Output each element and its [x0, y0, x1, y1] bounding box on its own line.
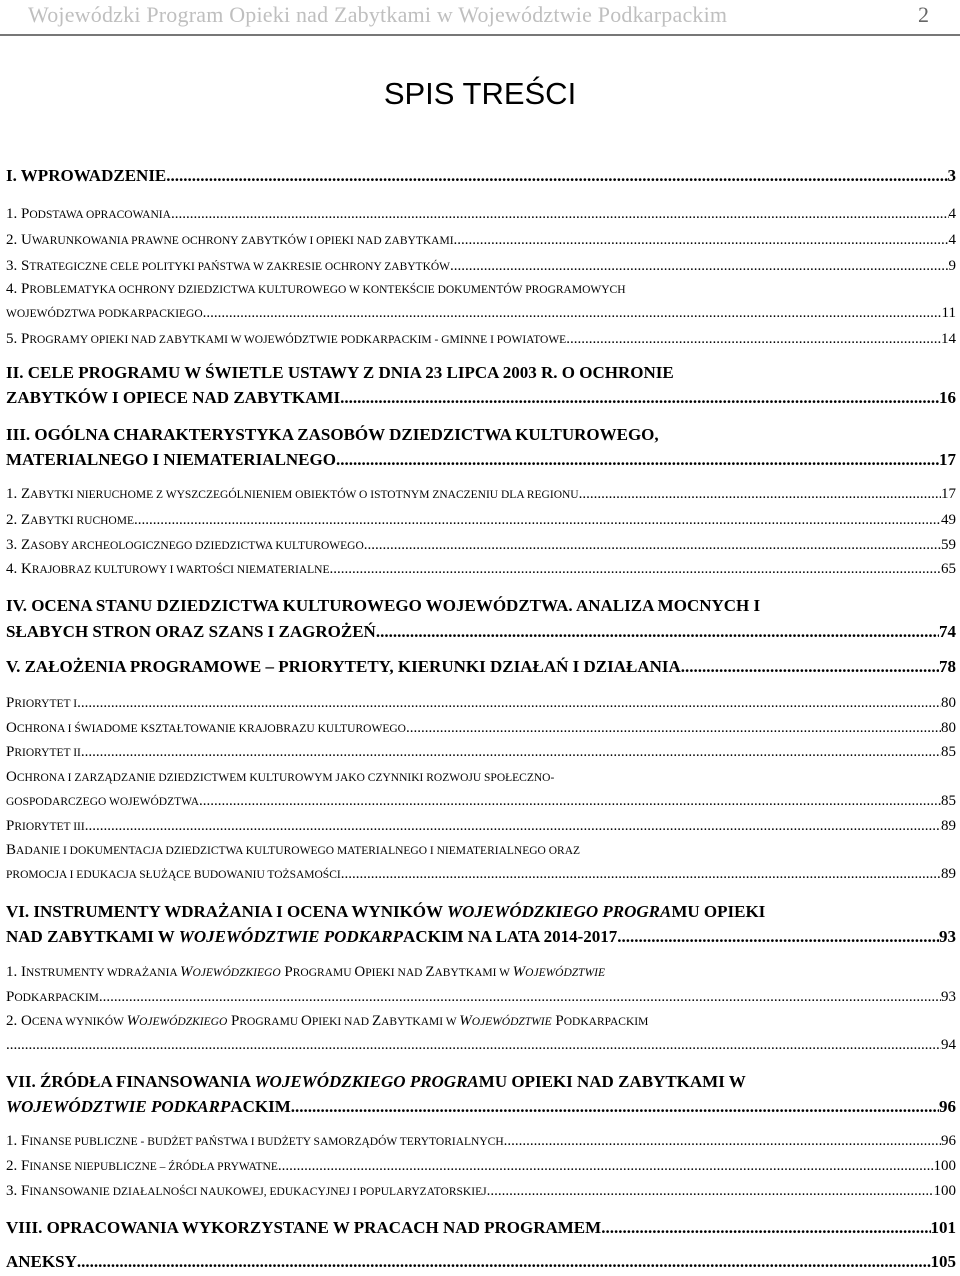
toc-entry-3-2[interactable]: 2. ZABYTKI RUCHOME ..... 49	[6, 509, 956, 531]
toc-entry-chapter-7[interactable]: WOJEWÓDZTWIE PODKARPACKIM ..... 96	[6, 1095, 956, 1119]
toc-entry-chapter-6-line1[interactable]: VI. INSTRUMENTY WDRAŻANIA I OCENA WYNIKÓW WOJEWÓDZKIEGO PROGRAMU OPIEKI	[6, 902, 766, 921]
toc-entry-6-2-line1[interactable]: 2. OCENA WYNIKÓW WOJEWÓDZKIEGO PROGRAMU OPIEKI NAD ZABYTKAMI W WOJEWÓDZTWIE PODKARPACKIM	[6, 1013, 649, 1029]
toc-entry-1-3[interactable]: 3. STRATEGICZNE CELE POLITYKI PAŃSTWA W ZAKRESIE OCHRONY ZABYTKÓW ..... 9	[6, 255, 956, 277]
running-header-title: Wojewódzki Program Opieki nad Zabytkami w Województwie Podkarpackim	[28, 2, 728, 27]
toc-entry-1-4[interactable]: WOJEWÓDZTWA PODKARPACKIEGO ..... 11	[6, 302, 956, 324]
toc-entry-priority-1[interactable]: PRIORYTET I ..... 80	[6, 692, 956, 714]
toc-entry-1-5[interactable]: 5. PROGRAMY OPIEKI NAD ZABYTKAMI W WOJEWÓDZTWIE PODKARPACKIM - GMINNE I POWIATOWE ..... 14	[6, 328, 956, 350]
toc-entry-7-1[interactable]: 1. FINANSE PUBLICZNE - BUDŻET PAŃSTWA I BUDŻETY SAMORZĄDÓW TERYTORIALNYCH ..... 96	[6, 1130, 956, 1152]
toc-entry-chapter-2-line1[interactable]: II. CELE PROGRAMU W ŚWIETLE USTAWY Z DNIA 23 LIPCA 2003 R. O OCHRONIE	[6, 363, 674, 382]
running-header-page-number: 2	[918, 2, 929, 27]
toc-entry-chapter-8[interactable]: VIII. OPRACOWANIA WYKORZYSTANE W PRACACH NAD PROGRAMEM ..... 101	[6, 1216, 956, 1240]
toc-entry-3-1[interactable]: 1. ZABYTKI NIERUCHOME Z WYSZCZEGÓLNIENIEM OBIEKTÓW O ISTOTNYM ZNACZENIU DLA REGIONU ..... 17	[6, 483, 956, 505]
toc-entry-chapter-2[interactable]: ZABYTKÓW I OPIECE NAD ZABYTKAMI ..... 16	[6, 386, 956, 410]
toc-entry-3-4[interactable]: 4. KRAJOBRAZ KULTUROWY I WARTOŚCI NIEMATERIALNE ..... 65	[6, 558, 956, 580]
toc-entry-1-1[interactable]: 1. PODSTAWA OPRACOWANIA ..... 4	[6, 203, 956, 225]
toc-entry-chapter-3[interactable]: MATERIALNEGO I NIEMATERIALNEGO ..... 17	[6, 448, 956, 472]
toc-entry-chapter-5[interactable]: V. ZAŁOŻENIA PROGRAMOWE – PRIORYTETY, KIERUNKI DZIAŁAŃ I DZIAŁANIA ..... 78	[6, 655, 956, 679]
toc-entry-priority-2-desc-line1[interactable]: OCHRONA I ZARZĄDZANIE DZIEDZICTWEM KULTUROWYM JAKO CZYNNIKI ROZWOJU SPOŁECZNO-	[6, 769, 555, 785]
header-divider	[0, 34, 960, 36]
toc-entry-chapter-1[interactable]: I. WPROWADZENIE ..... 3	[6, 164, 956, 188]
toc-entry-chapter-6[interactable]: NAD ZABYTKAMI W WOJEWÓDZTWIE PODKARPACKIM NA LATA 2014-2017 ..... 93	[6, 925, 956, 949]
page-title: SPIS TREŚCI	[383, 76, 577, 111]
toc-entry-7-3[interactable]: 3. FINANSOWANIE DZIAŁALNOŚCI NAUKOWEJ, EDUKACYJNEJ I POPULARYZATORSKIEJ ..... 100	[6, 1180, 956, 1202]
toc-entry-priority-2[interactable]: PRIORYTET II ..... 85	[6, 741, 956, 763]
toc-entry-chapter-4-line1[interactable]: IV. OCENA STANU DZIEDZICTWA KULTUROWEGO WOJEWÓDZTWA. ANALIZA MOCNYCH I	[6, 596, 761, 615]
toc-entry-annexes[interactable]: ANEKSY ..... 105	[6, 1250, 956, 1274]
toc-entry-priority-3[interactable]: PRIORYTET III ..... 89	[6, 815, 956, 837]
toc-entry-chapter-4[interactable]: SŁABYCH STRON ORAZ SZANS I ZAGROŻEŃ ..... 74	[6, 620, 956, 644]
toc-entry-priority-1-desc[interactable]: OCHRONA I ŚWIADOME KSZTAŁTOWANIE KRAJOBRAZU KULTUROWEGO ..... 80	[6, 717, 956, 739]
toc-entry-6-1[interactable]: PODKARPACKIM ..... 93	[6, 986, 956, 1008]
toc-entry-1-2[interactable]: 2. UWARUNKOWANIA PRAWNE OCHRONY ZABYTKÓW I OPIEKI NAD ZABYTKAMI ..... 4	[6, 229, 956, 251]
toc-entry-priority-3-desc-line1[interactable]: BADANIE I DOKUMENTACJA DZIEDZICTWA KULTUROWEGO MATERIALNEGO I NIEMATERIALNEGO ORAZ	[6, 842, 581, 858]
toc-entry-priority-2-desc[interactable]: GOSPODARCZEGO WOJEWÓDZTWA ..... 85	[6, 790, 956, 812]
toc-entry-3-3[interactable]: 3. ZASOBY ARCHEOLOGICZNEGO DZIEDZICTWA KULTUROWEGO ..... 59	[6, 534, 956, 556]
toc-entry-6-2[interactable]: ..... 94	[6, 1034, 956, 1056]
toc-entry-priority-3-desc[interactable]: PROMOCJA I EDUKACJA SŁUŻĄCE BUDOWANIU TOŻSAMOŚCI ..... 89	[6, 863, 956, 885]
toc-entry-chapter-3-line1[interactable]: III. OGÓLNA CHARAKTERYSTYKA ZASOBÓW DZIEDZICTWA KULTUROWEGO,	[6, 425, 659, 444]
toc-entry-6-1-line1[interactable]: 1. INSTRUMENTY WDRAŻANIA WOJEWÓDZKIEGO PROGRAMU OPIEKI NAD ZABYTKAMI W WOJEWÓDZTWIE	[6, 964, 606, 980]
toc-entry-1-4-line1[interactable]: 4. PROBLEMATYKA OCHRONY DZIEDZICTWA KULTUROWEGO W KONTEKŚCIE DOKUMENTÓW PROGRAMOWYCH	[6, 281, 626, 297]
toc-entry-7-2[interactable]: 2. FINANSE NIEPUBLICZNE – ŹRÓDŁA PRYWATNE ..... 100	[6, 1155, 956, 1177]
toc-entry-chapter-7-line1[interactable]: VII. ŹRÓDŁA FINANSOWANIA WOJEWÓDZKIEGO PROGRAMU OPIEKI NAD ZABYTKAMI W	[6, 1072, 746, 1091]
